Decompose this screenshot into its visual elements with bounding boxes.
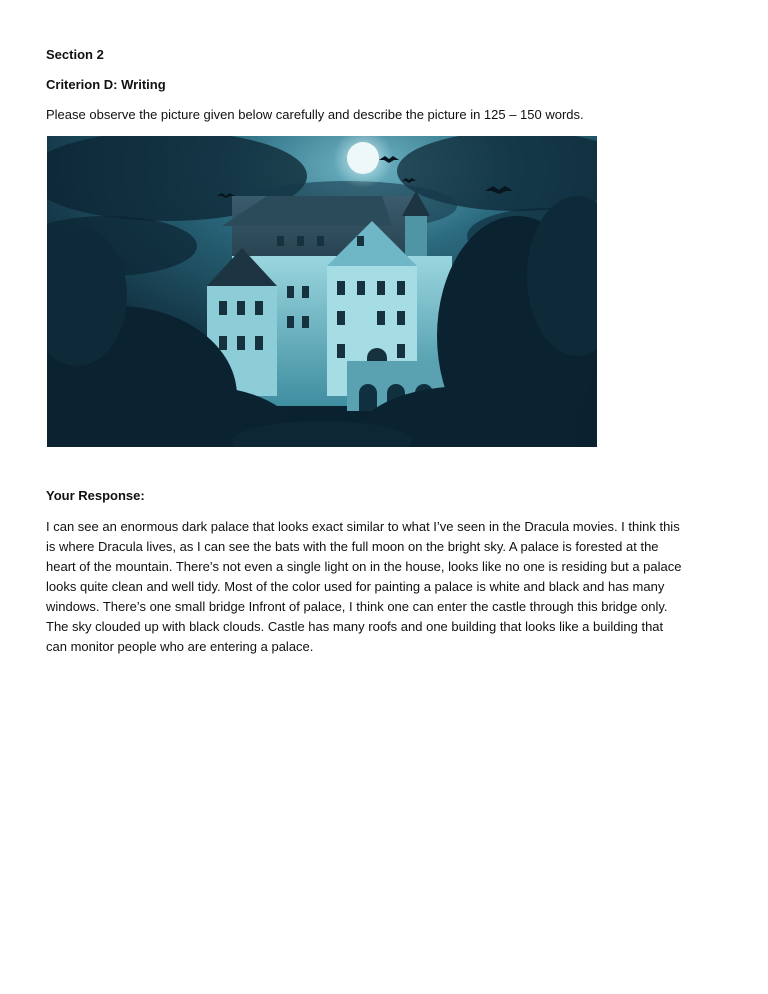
response-paragraph: [46, 517, 736, 657]
response-line: is where Dracula lives, as I can see the bats with the full moon on the bright sky. A palace is forested at the: [46, 539, 659, 554]
response-line: The sky clouded up with black clouds. Castle has many roofs and one building that looks like a building that: [46, 619, 664, 634]
palace-picture: [47, 136, 597, 447]
criterion-title: Criterion D: Writing: [46, 77, 166, 92]
response-line: I can see an enormous dark palace that looks exact similar to what I’ve seen in the Dracula movies. I think this: [46, 519, 680, 534]
response-line: looks quite clean and well tidy. Most of the color used for painting a palace is white and black and has many: [46, 579, 665, 594]
response-line: heart of the mountain. There’s not even a single light on in the house, looks like no one is residing but a palace: [46, 559, 682, 574]
response-line: can monitor people who are entering a palace.: [46, 639, 314, 654]
response-line: windows. There’s one small bridge Infront of palace, I think one can enter the castle through this bridge only.: [46, 599, 668, 614]
section-title: Section 2: [46, 47, 104, 62]
palace: [207, 191, 452, 411]
response-title: Your Response:: [46, 488, 145, 503]
instructions-text: Please observe the picture given below carefully and describe the picture in 125 – 150 words.: [46, 107, 584, 122]
